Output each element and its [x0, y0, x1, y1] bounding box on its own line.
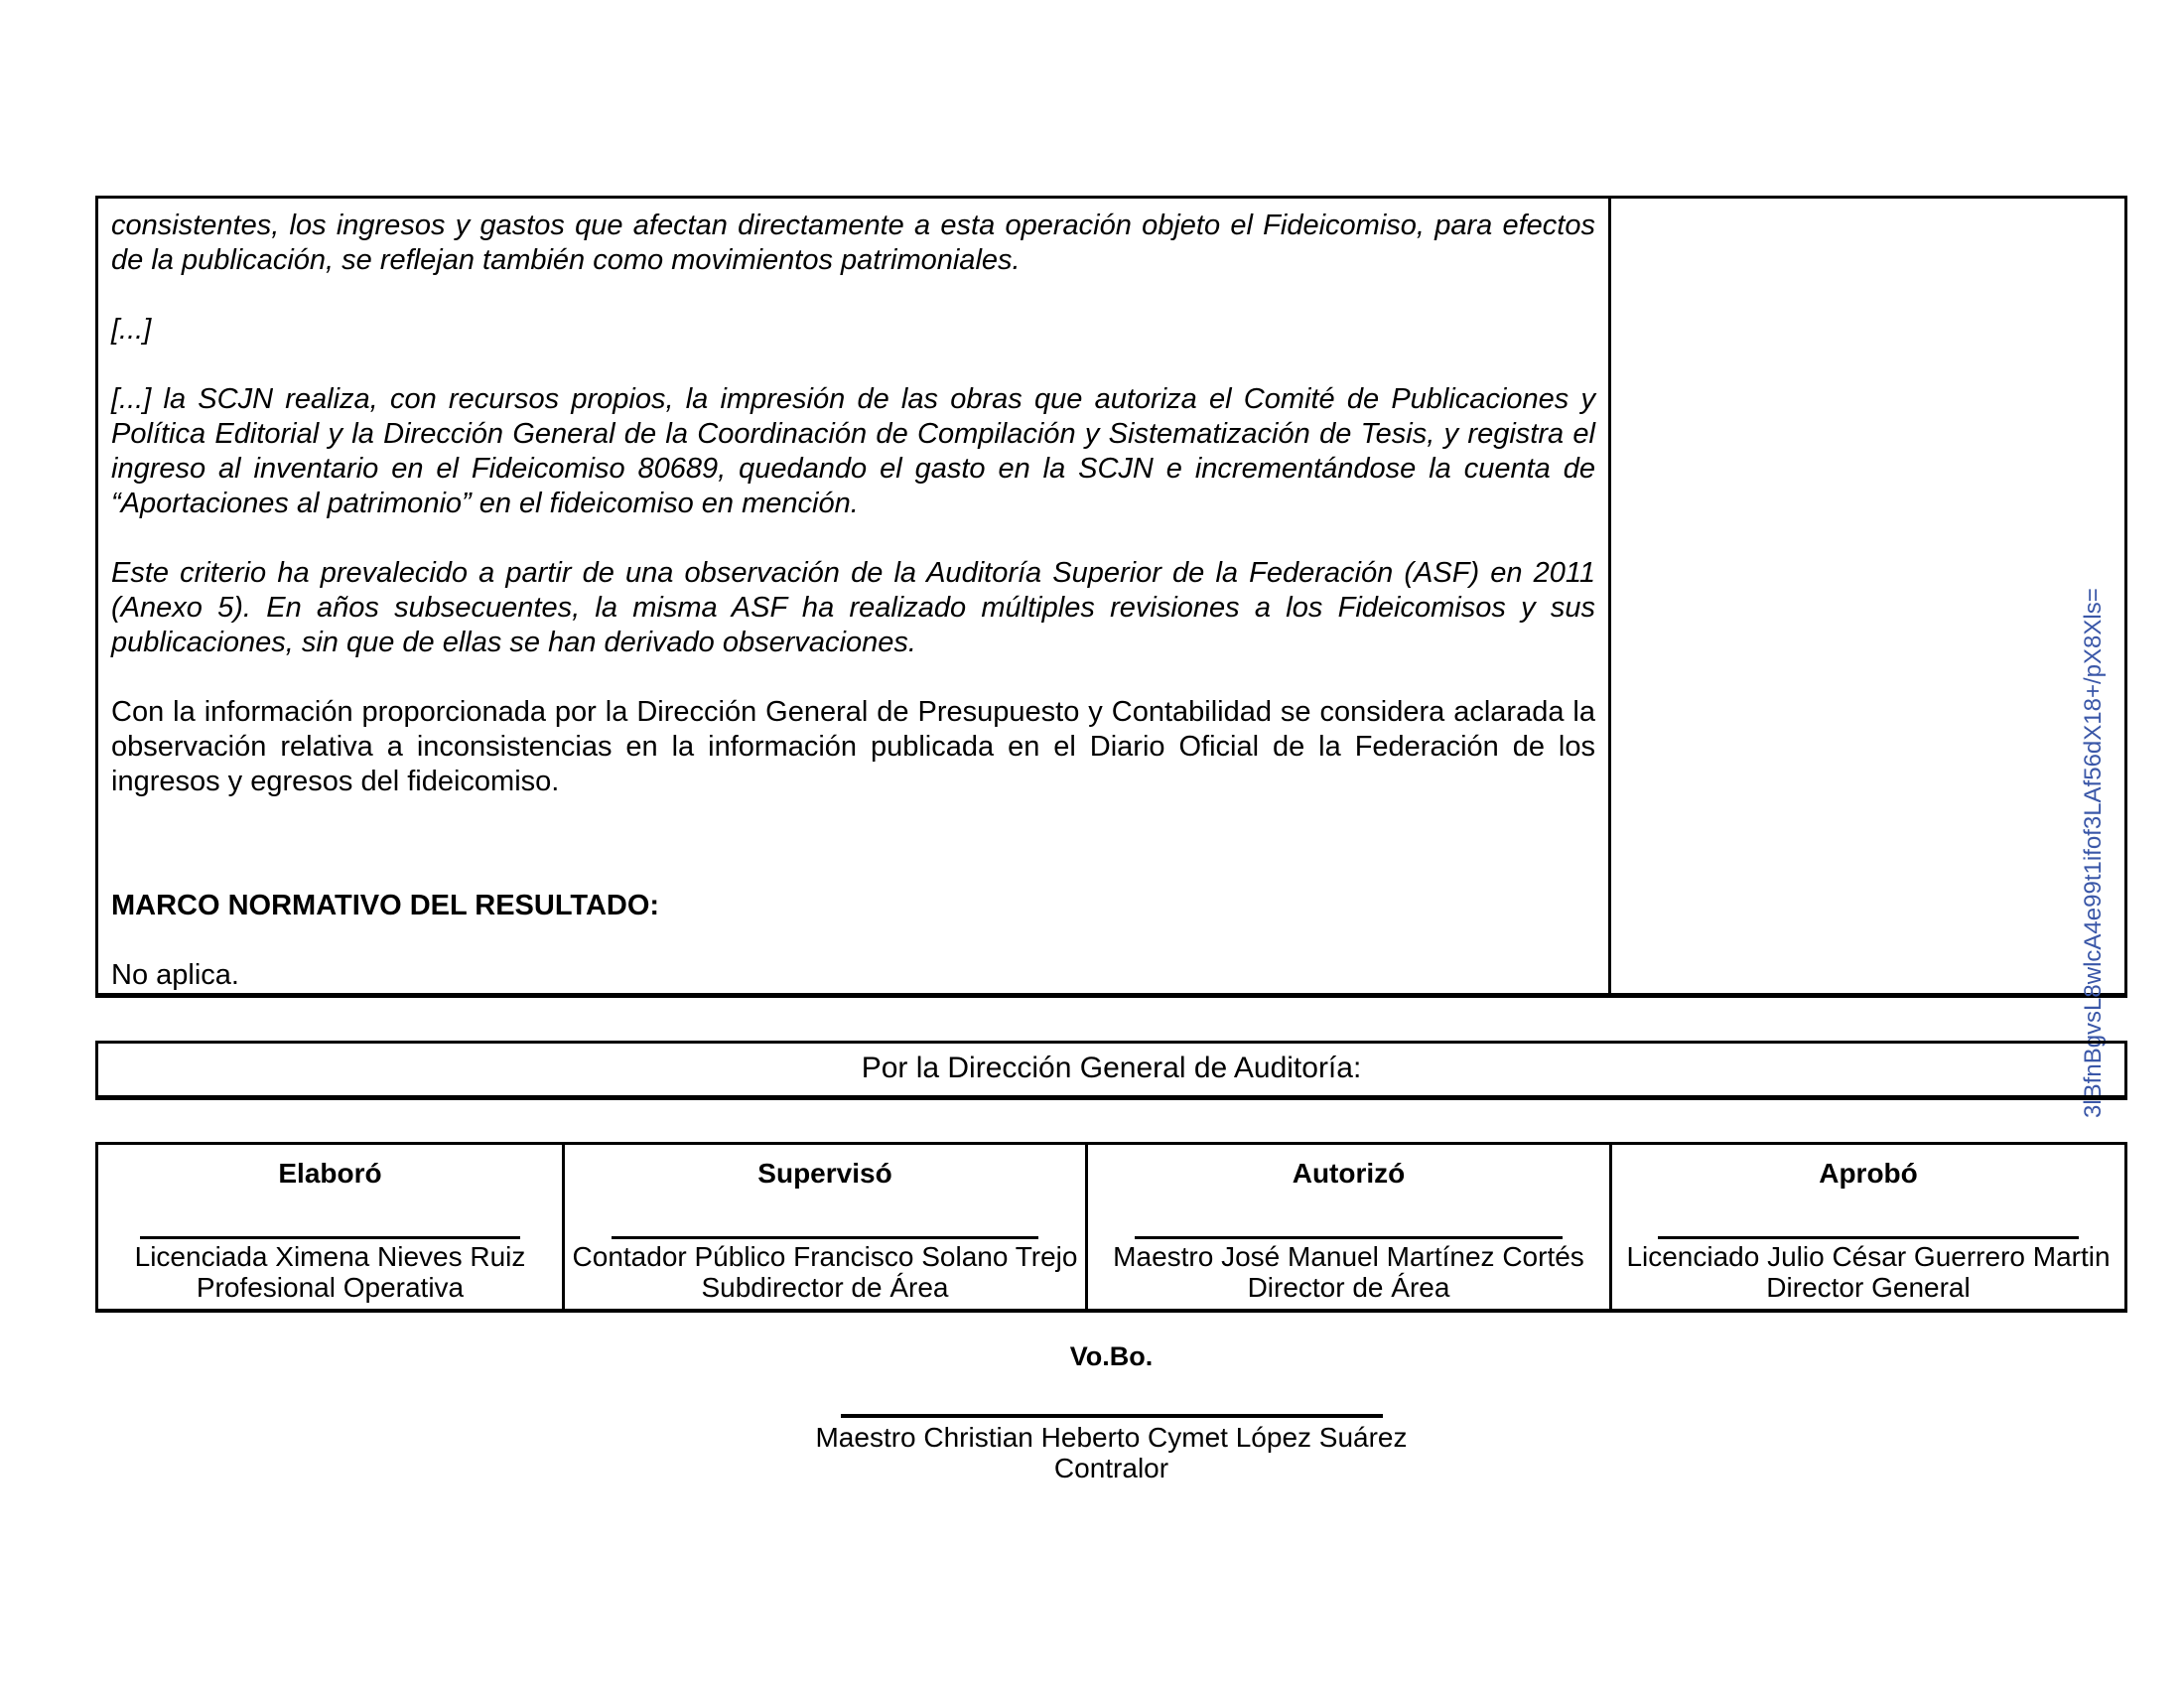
vobo-signature-line	[841, 1414, 1383, 1418]
signature-table	[95, 1142, 2127, 1313]
banner-box	[95, 1041, 2127, 1100]
result-paragraph: consistentes, los ingresos y gastos que afectan directamente a esta operación objeto el Fideicomiso, para efectos de la publicación, se reflejan también como movimientos patrimoniales.	[111, 210, 1595, 276]
vobo-signatory-title: Contralor	[1053, 1453, 1169, 1483]
signatory-title: Director de Área	[1247, 1272, 1450, 1303]
result-text-box	[95, 196, 2127, 998]
result-paragraph: [...] la SCJN realiza, con recursos propios, la impresión de las obras que autoriza el Comité de Publicaciones y Política Editorial y la Dirección General de la Coordinación de Compilación y Sistematización de Tesis, y registra el ingreso al inventario en el Fideicomiso 80689, quedando el gasto en la SCJN e incrementándose la cuenta de “Aportaciones al patrimonio” en el fideicomiso en mención.	[111, 383, 1595, 519]
signatory-name: Contador Público Francisco Solano Trejo	[572, 1241, 1078, 1272]
signature-line	[612, 1236, 1038, 1239]
signature-cell-superviso	[562, 1145, 1085, 1309]
signature-role: Autorizó	[1292, 1158, 1406, 1189]
digital-signature-stamp: 3lBfnBgvsL8wlcA4e99t1ifof3LAf56dX18+/pX8Xls=	[2080, 588, 2107, 1118]
signature-line	[1658, 1236, 2078, 1239]
signatory-title: Subdirector de Área	[701, 1272, 949, 1303]
result-paragraph: Con la información proporcionada por la Dirección General de Presupuesto y Contabilidad se considera aclarada la observación relativa a inconsistencias en la información publicada en el Diario Oficial de la Federación de los ingresos y egresos del fideicomiso.	[111, 696, 1595, 797]
signatory-name: Licenciado Julio César Guerrero Martin	[1626, 1241, 2111, 1272]
signatory-title: Profesional Operativa	[196, 1272, 465, 1303]
signature-role: Supervisó	[757, 1158, 892, 1189]
signature-line	[140, 1236, 520, 1239]
signature-cell-autorizo	[1085, 1145, 1609, 1309]
signatory-name: Licenciada Ximena Nieves Ruiz	[134, 1241, 526, 1272]
vobo-signatory-name: Maestro Christian Heberto Cymet López Suárez	[815, 1422, 1408, 1453]
vobo-label: Vo.Bo.	[1069, 1341, 1154, 1371]
empty-side-cell	[1611, 199, 2124, 993]
signature-role: Aprobó	[1819, 1158, 1918, 1189]
marco-normativo-heading: MARCO NORMATIVO DEL RESULTADO:	[111, 890, 660, 921]
signatory-title: Director General	[1766, 1272, 1971, 1303]
signature-cell-aprobo	[1609, 1145, 2124, 1309]
ellipsis-paragraph: [...]	[111, 314, 152, 346]
banner-text: Por la Dirección General de Auditoría:	[861, 1052, 1362, 1084]
signature-role: Elaboró	[278, 1158, 382, 1189]
vobo-section	[95, 1340, 2127, 1483]
result-text-cell	[98, 199, 1611, 993]
result-paragraph: Este criterio ha prevalecido a partir de una observación de la Auditoría Superior de la Federación (ASF) en 2011 (Anexo 5). En años subsecuentes, la misma ASF ha realizado múltiples revisiones a los Fideicomisos y sus publicaciones, sin que de ellas se han derivado observaciones.	[111, 557, 1595, 658]
signatory-name: Maestro José Manuel Martínez Cortés	[1113, 1241, 1584, 1272]
signature-cell-elaboro	[98, 1145, 562, 1309]
signature-line	[1135, 1236, 1563, 1239]
no-aplica-text: No aplica.	[111, 959, 239, 991]
